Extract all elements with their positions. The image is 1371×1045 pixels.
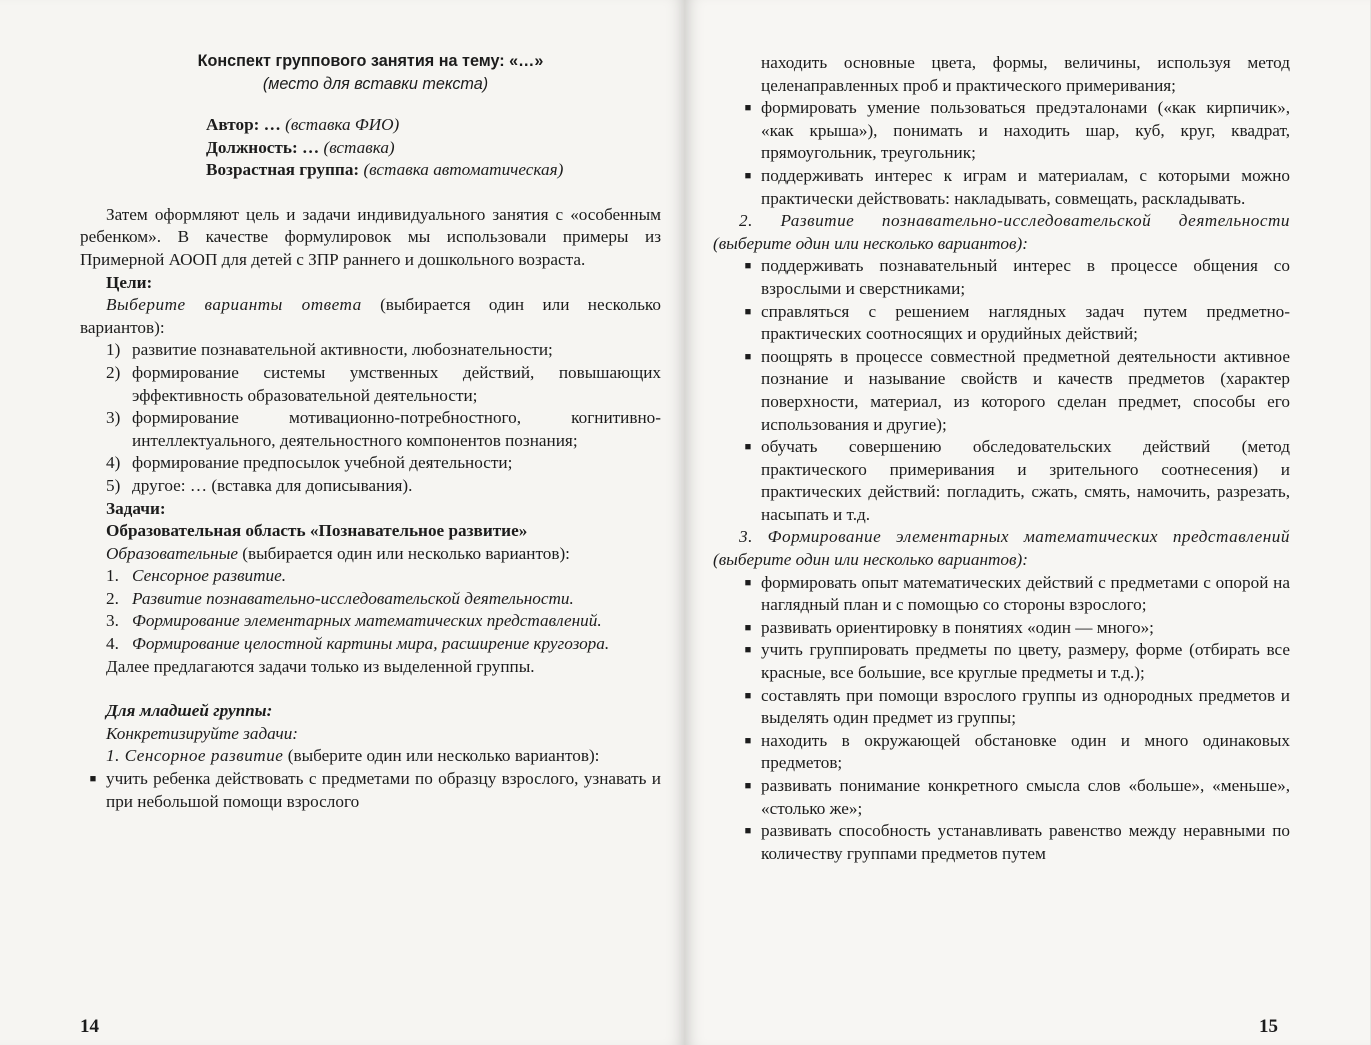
- item-text: формировать умение пользоваться предэталонами («как кирпичик», «как крыша»), понимать и находить шар, куб, круг, квадрат, прямоугольник, треугольник;: [761, 98, 1290, 163]
- item-text: Развитие познавательно-исследовательской деятельности.: [132, 588, 574, 608]
- goals-prompt: [80, 294, 661, 339]
- item-text: обучать совершению обследовательских действий (метод практического примеривания и зрительного соотнесения) и практических действий: погладить, сжать, смять, намочить, разрезать, насыпать и т.д.: [761, 437, 1290, 524]
- research-bullets: [713, 255, 1290, 526]
- goals-heading: Цели:: [106, 272, 153, 292]
- item-text: другое: … (вставка для дописывания).: [132, 475, 413, 495]
- item-text: развитие познавательной активности, любознательности;: [132, 340, 553, 360]
- page-number: 15: [1259, 1016, 1278, 1038]
- item-text: формирование мотивационно-потребностного, когнитивно-интеллектуального, деятельностного компонентов познания;: [132, 408, 661, 450]
- title-note: (место для вставки текста): [262, 75, 489, 93]
- junior-heading: Для младшей группы:: [106, 701, 273, 721]
- specify-note: Конкретизируйте задачи:: [106, 723, 299, 743]
- sensory-heading-rest: (выберите один или несколько вариантов):: [283, 746, 600, 766]
- list-item: [106, 610, 661, 633]
- position-label: Должность: …: [206, 137, 320, 157]
- bullet-icon: ■: [744, 260, 752, 273]
- research-heading-italic: 2. Развитие познавательно-исследовательской деятельности: [739, 211, 1290, 231]
- item-number: 3.: [106, 611, 119, 631]
- research-heading: [713, 210, 1290, 255]
- edu-prompt-rest: (выбирается один или несколько вариантов):: [237, 543, 570, 563]
- list-item: [106, 588, 661, 611]
- title-block: [80, 50, 661, 96]
- item-text: формировать опыт математических действий с предметами с опорой на наглядный план и с помощью со стороны взрослого;: [761, 572, 1290, 615]
- list-item: [713, 301, 1290, 346]
- left-page: [0, 0, 685, 1045]
- math-bullets: [713, 572, 1290, 866]
- item-number: 2): [106, 362, 121, 382]
- list-item: [106, 633, 661, 656]
- item-text: Формирование элементарных математических представлений.: [132, 611, 602, 631]
- list-item: [713, 730, 1290, 775]
- item-text: формирование системы умственных действий, повышающих эффективность образовательной деятельности;: [132, 362, 661, 405]
- item-number: 2.: [106, 588, 119, 608]
- bullet-icon: ■: [744, 305, 752, 318]
- meta-block: [80, 114, 661, 182]
- list-item: [106, 407, 661, 452]
- bullet-icon: ■: [744, 644, 752, 657]
- goals-prompt-italic: Выберите варианты ответа: [106, 295, 362, 315]
- page-number: 14: [80, 1016, 99, 1038]
- item-text: Формирование целостной картины мира, расширение кругозора.: [132, 634, 610, 654]
- bullet-icon: ■: [744, 441, 752, 454]
- list-item: [713, 165, 1290, 210]
- area-heading: Образовательная область «Познавательное развитие»: [106, 521, 528, 541]
- item-number: 1.: [106, 566, 119, 586]
- item-text: учить группировать предметы по цвету, размеру, форме (отбирать все красные, все большие, все круглые предметы и т.д.);: [761, 640, 1290, 683]
- item-number: 3): [106, 408, 121, 428]
- item-text: составлять при помощи взрослого группы из однородных предметов и выделять один предмет из группы;: [761, 685, 1290, 728]
- page-title: Конспект группового занятия на тему: «…»: [197, 52, 544, 70]
- spacer: [80, 678, 661, 700]
- bullet-icon: ■: [89, 773, 97, 786]
- bullet-icon: ■: [744, 621, 752, 634]
- list-item: [713, 820, 1290, 865]
- list-item: [106, 475, 661, 498]
- list-item: [713, 346, 1290, 436]
- list-item: [713, 255, 1290, 300]
- list-item: [713, 97, 1290, 165]
- item-number: 5): [106, 475, 121, 495]
- item-text: развивать способность устанавливать равенство между неравными по количеству группами предметов путем: [761, 821, 1290, 863]
- list-item: [713, 685, 1290, 730]
- list-item: [713, 436, 1290, 526]
- list-item: [106, 339, 661, 362]
- item-text: развивать ориентировку в понятиях «один — много»;: [761, 617, 1154, 637]
- continuation-text: находить основные цвета, формы, величины, используя метод целенаправленных проб и практического примеривания;: [761, 53, 1290, 95]
- list-item: [106, 362, 661, 407]
- list-item: [58, 768, 661, 813]
- bullet-icon: ■: [744, 576, 752, 589]
- areas-list: [80, 565, 661, 655]
- age-note: (вставка автоматическая): [363, 160, 564, 180]
- goals-list: [80, 339, 661, 497]
- bullet-icon: ■: [744, 169, 752, 182]
- edu-prompt-italic: Образовательные: [106, 543, 238, 563]
- further-note: Далее предлагаются задачи только из выделенной группы.: [106, 656, 535, 676]
- age-label: Возрастная группа:: [206, 160, 360, 180]
- right-page: [685, 0, 1370, 1045]
- math-heading-rest: (выберите один или несколько вариантов):: [713, 550, 1028, 570]
- item-text: поддерживать познавательный интерес в процессе общения со взрослыми и сверстниками;: [761, 256, 1290, 298]
- goals-prompt-rest: (выбирается один или несколько вариантов):: [80, 295, 661, 337]
- sensory-heading: [80, 745, 661, 768]
- item-text: учить ребенка действовать с предметами по образцу взрослого, узнавать и при небольшой помощи взрослого: [106, 769, 661, 811]
- sensory-bullets: [713, 97, 1290, 210]
- edu-prompt: [80, 543, 661, 566]
- tasks-heading: Задачи:: [106, 498, 166, 518]
- bullet-icon: ■: [744, 689, 752, 702]
- author-label: Автор: …: [206, 115, 281, 134]
- list-item: [106, 452, 661, 475]
- item-text: поддерживать интерес к играм и материалам, с которыми можно практически действовать: накладывать, совмещать, раскладывать.: [761, 165, 1290, 208]
- bullet-icon: ■: [744, 734, 752, 747]
- position-note: (вставка): [323, 137, 395, 157]
- item-text: формирование предпосылок учебной деятельности;: [132, 453, 513, 473]
- item-number: 4.: [106, 634, 119, 654]
- list-item: [106, 565, 661, 588]
- bullet-icon: ■: [744, 825, 752, 838]
- item-text: поощрять в процессе совместной предметной деятельности активное познание и называние свойств и качеств предметов (характер поверхности, материал, из которого сделан предмет, способы его использования и другие);: [761, 346, 1290, 434]
- item-text: находить в окружающей обстановке один и много одинаковых предметов;: [761, 730, 1290, 773]
- item-number: 1): [106, 340, 121, 360]
- math-heading-italic: 3. Формирование элементарных математических представлений: [739, 527, 1290, 547]
- item-text: Сенсорное развитие.: [132, 566, 287, 586]
- bullet-icon: ■: [744, 102, 752, 115]
- math-heading: [713, 526, 1290, 571]
- sensory-heading-italic: 1. Сенсорное развитие: [106, 746, 284, 766]
- bullet-icon: ■: [744, 350, 752, 363]
- list-item: [713, 572, 1290, 617]
- list-item: [713, 639, 1290, 684]
- author-note: (вставка ФИО): [285, 115, 400, 134]
- list-item: [713, 617, 1290, 640]
- intro-paragraph: Затем оформляют цель и задачи индивидуального занятия с «особенным ребенком». В качестве формулировок мы использовали примеры из Примерной АООП для детей с ЗПР раннего и дошкольного возраста.: [80, 204, 661, 269]
- item-text: справляться с решением наглядных задач путем предметно-практических соотносящих и орудийных действий;: [761, 301, 1290, 344]
- bullet-icon: ■: [744, 780, 752, 792]
- item-text: развивать понимание конкретного смысла слов «больше», «меньше», «столько же»;: [761, 776, 1290, 818]
- list-item: [713, 775, 1290, 820]
- item-number: 4): [106, 453, 121, 473]
- research-heading-rest: (выберите один или несколько вариантов):: [713, 233, 1028, 253]
